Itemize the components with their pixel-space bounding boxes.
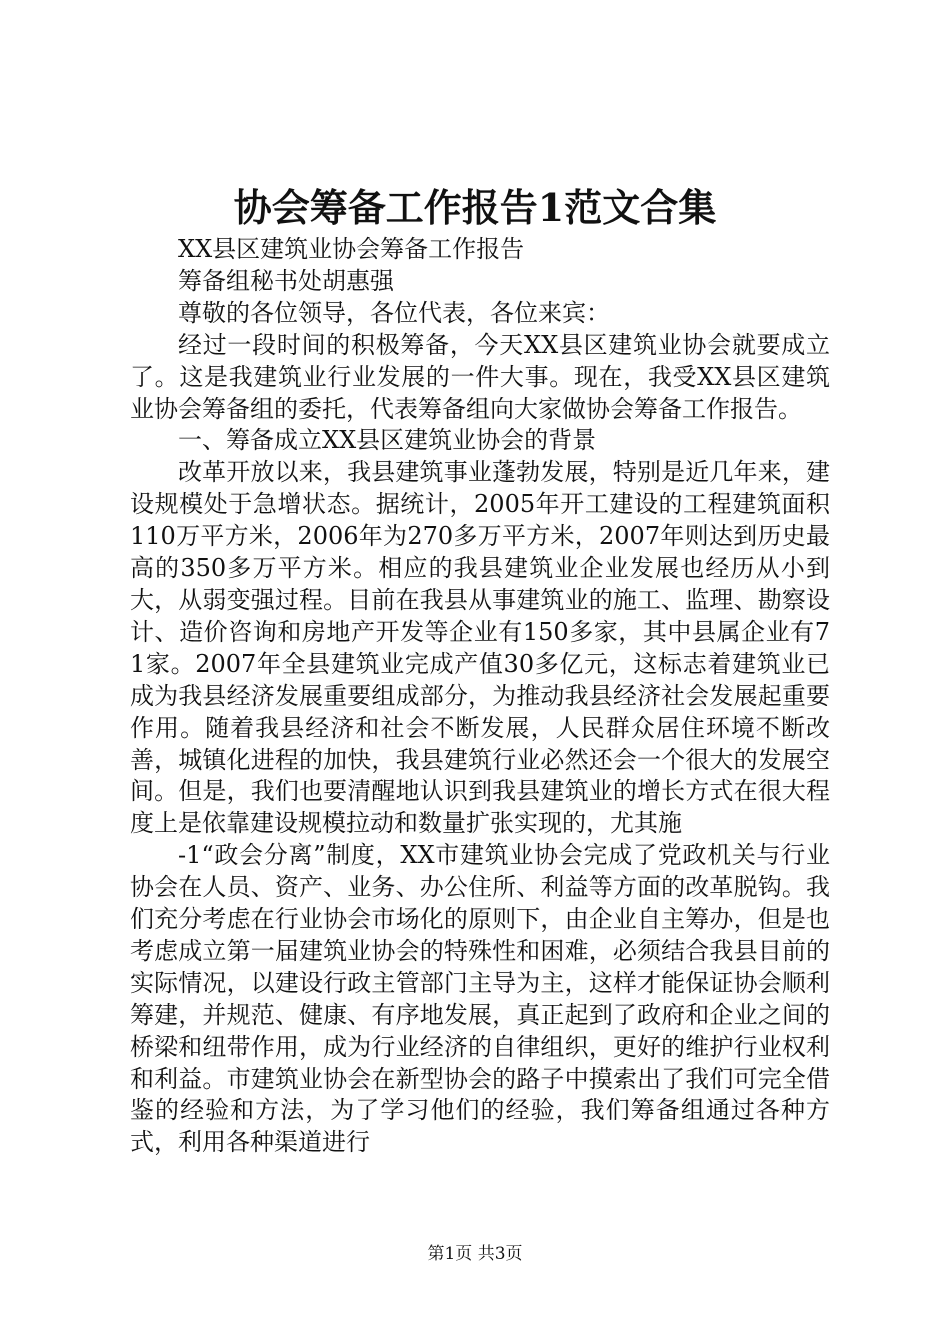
paragraph-report-name: XX县区建筑业协会筹备工作报告: [178, 235, 525, 263]
paragraph-author: 筹备组秘书处胡惠强: [178, 266, 394, 295]
paragraph-salutation: 尊敬的各位领导，各位代表，各位来宾：: [178, 298, 610, 327]
page-footer: 第1页 共3页: [427, 1244, 523, 1264]
paragraph-intro: 经过一段时间的积极筹备，今天XX县区建筑业协会就要成立了。这是我建筑业行业发展的一件大事。现在，我受XX县区建筑业协会筹备组的委托，代表筹备组向大家做协会筹备工作报告。: [130, 330, 830, 423]
document-title: 协会筹备工作报告1范文合集: [233, 185, 717, 230]
paragraph-background: 改革开放以来，我县建筑事业蓬勃发展，特别是近几年来，建设规模处于急增状态。据统计，2005年开工建设的工程建筑面积110万平方米，2006年为270多万平方米，2007年则达到历史最高的350多万平方米。相应的我县建筑业企业发展也经历从小到大，从弱变强过程。目前在我县从事建筑业的施工、监理、勘察设计、造价咨询和房地产开发等企业有150多家，其中县属企业有71家。2007年全县建筑业完成产值30多亿元，这标志着建筑业已成为我县经济发展重要组成部分，为推动我县经济社会发展起重要作用。随着我县经济和社会不断发展，人民群众居住环境不断改善，城镇化进程的加快，我县建筑行业必然还会一个很大的发展空间。但是，我们也要清醒地认识到我县建筑业的增长方式在很大程度上是依靠建设规模拉动和数量扩张实现的，尤其施: [130, 458, 830, 838]
document-body: [130, 234, 830, 1159]
section-heading-background: 一、筹备成立XX县区建筑业协会的背景: [178, 426, 597, 455]
paragraph-separation: -1“政会分离”制度，XX市建筑业协会完成了党政机关与行业协会在人员、资产、业务、办公住所、利益等方面的改革脱钩。我们充分考虑在行业协会市场化的原则下，由企业自主筹办，但是也考虑成立第一届建筑业协会的特殊性和困难，必须结合我县目前的实际情况，以建设行政主管部门主导为主，这样才能保证协会顺利筹建，并规范、健康、有序地发展，真正起到了政府和企业之间的桥梁和纽带作用，成为行业经济的自律组织，更好的维护行业权利和利益。市建筑业协会在新型协会的路子中摸索出了我们可完全借鉴的经验和方法，为了学习他们的经验，我们筹备组通过各种方式，利用各种渠道进行: [130, 841, 830, 1157]
